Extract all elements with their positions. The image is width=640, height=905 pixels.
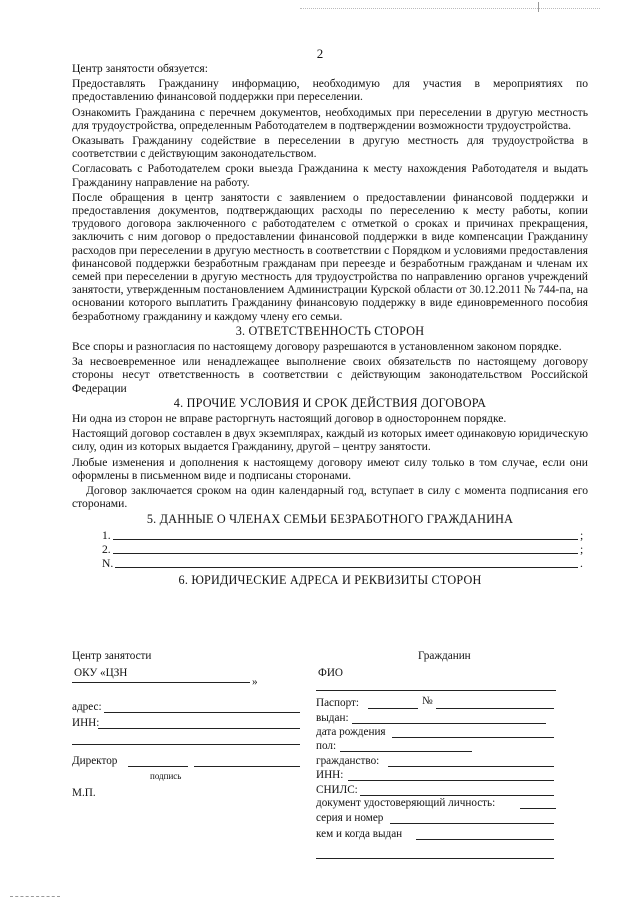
citizen-inn-label: ИНН:	[316, 769, 344, 781]
obligation-item: Предоставлять Гражданину информацию, необходимую для участия в мероприятиях по предоставлению финансовой поддержки при переселении.	[72, 77, 588, 104]
issued-by-when-label: кем и когда выдан	[316, 828, 403, 840]
id-doc-label: документ удостоверяющий личность:	[316, 797, 496, 809]
citizen-fio-field[interactable]	[316, 690, 556, 691]
issued-by-when-field[interactable]	[416, 839, 554, 840]
passport-number-label: №	[422, 695, 433, 707]
obligation-item: После обращения в центр занятости с заявлением о предоставлении финансовой поддержки и предоставления документов, подтверждающих расходы по переселению к месту работы, копии трудового договора заключенного с работодателем с отметкой о сроках и причинах прекращения, заключить с ним договор о предоставлении финансовой поддержки в виде компенсации Гражданину расходов при переселении в другую местность в соответствии с Порядком и условиями предоставления финансовой поддержки безработным гражданам при переезде и безработным гражданам и членам их семей при переселении в другую местность для трудоустройства по направлению органов учреждений занятости, утвержденным постановлением Администрации Курской области от 30.12.2011 № 744-па, на основании которого выплатить Гражданину финансовую поддержку в виде единовременного пособия безработному гражданину и каждому члену его семьи.	[72, 190, 588, 323]
sex-label: пол:	[316, 740, 337, 752]
citizen-inn-field[interactable]	[348, 780, 554, 781]
document-body	[72, 62, 588, 589]
issued-field[interactable]	[352, 723, 546, 724]
section-3-title: 3. ОТВЕТСТВЕННОСТЬ СТОРОН	[235, 323, 425, 338]
family-member-line[interactable]	[102, 528, 588, 542]
family-member-blank[interactable]	[115, 567, 578, 568]
section-3-paragraph: Все споры и разногласия по настоящему договору разрешаются в установленном законом порядке.	[72, 340, 562, 354]
obligation-item: Оказывать Гражданину содействие в переселении в другую местность для трудоустройства в соответствии с действующим законодательством.	[72, 134, 588, 161]
family-member-number: N.	[102, 556, 114, 570]
series-number-field[interactable]	[390, 823, 554, 824]
issued-by-when-extra-field[interactable]	[316, 858, 554, 859]
section-3-paragraph: За несвоевременное или ненадлежащее выполнение своих обязательств по настоящему договору стороны несут ответственность в соответствии с действующим законодательством Российской Федерации	[72, 355, 588, 395]
section-4-paragraph: Договор заключается сроком на один календарный год, вступает в силу с момента подписания его сторонами.	[72, 484, 588, 511]
section-4-paragraph: Настоящий договор составлен в двух экземплярах, каждый из которых имеет одинаковую юридическую силу, один из которых выдается Гражданину, другой – центру занятости.	[72, 427, 588, 454]
passport-series-field[interactable]	[368, 708, 418, 709]
series-number-label: серия и номер	[316, 812, 384, 824]
director-signature-field[interactable]	[128, 766, 188, 767]
section-4-paragraph: Ни одна из сторон не вправе расторгнуть настоящий договор в одностороннем порядке.	[72, 412, 507, 426]
signature-caption: подпись	[150, 771, 182, 781]
scan-artifact-mark	[538, 2, 539, 12]
family-member-number: 1.	[102, 528, 111, 542]
line-end-mark: .	[580, 556, 583, 570]
family-member-blank[interactable]	[113, 539, 578, 540]
birth-date-field[interactable]	[392, 737, 554, 738]
citizenship-label: гражданство:	[316, 755, 380, 767]
section-6-title: 6. ЮРИДИЧЕСКИЕ АДРЕСА И РЕКВИЗИТЫ СТОРОН	[178, 572, 482, 587]
center-org-line[interactable]	[72, 682, 250, 683]
citizen-header: Гражданин	[418, 650, 471, 662]
obligation-item: Ознакомить Гражданина с перечнем документов, необходимых при переселении в другую местность для трудоустройства, определенным Работодателем в подтверждении возможности трудоустройства.	[72, 105, 588, 132]
seal-label: М.П.	[72, 787, 96, 799]
family-member-blank[interactable]	[113, 553, 578, 554]
director-name-field[interactable]	[194, 766, 300, 767]
scan-artifact-bottom	[10, 896, 60, 898]
center-obliged-heading: Центр занятости обязуется:	[72, 62, 208, 75]
family-member-line[interactable]	[102, 556, 588, 570]
passport-label: Паспорт:	[316, 697, 360, 709]
obligation-item: Согласовать с Работодателем сроки выезда Гражданина к месту нахождения Работодателя и выдать Гражданину направление на работу.	[72, 162, 588, 189]
page-number: 2	[316, 46, 324, 61]
center-org-close: »	[252, 676, 258, 688]
line-end-mark: ;	[580, 528, 584, 542]
center-extra-line[interactable]	[72, 744, 300, 745]
sex-field[interactable]	[340, 751, 472, 752]
id-doc-field[interactable]	[520, 808, 556, 809]
snils-label: СНИЛС:	[316, 784, 358, 796]
citizen-fio-label: ФИО	[318, 667, 343, 679]
center-org-name: ОКУ «ЦЗН	[74, 667, 128, 679]
center-address-label: адрес:	[72, 701, 102, 713]
section-4-title: 4. ПРОЧИЕ УСЛОВИЯ И СРОК ДЕЙСТВИЯ ДОГОВОРА	[173, 395, 487, 410]
snils-field[interactable]	[360, 795, 554, 796]
family-member-number: 2.	[102, 542, 111, 556]
director-label: Директор	[72, 755, 118, 767]
center-inn-label: ИНН:	[72, 717, 100, 729]
center-header: Центр занятости	[72, 650, 152, 662]
line-end-mark: ;	[580, 542, 584, 556]
section-4-paragraph: Любые изменения и дополнения к настоящему договору имеют силу только в том случае, если они оформлены в письменном виде и подписаны сторонами.	[72, 455, 588, 482]
passport-number-field[interactable]	[436, 708, 554, 709]
citizenship-field[interactable]	[388, 766, 554, 767]
section-5-title: 5. ДАННЫЕ О ЧЛЕНАХ СЕМЬИ БЕЗРАБОТНОГО ГРАЖДАНИНА	[146, 511, 514, 526]
center-inn-field[interactable]	[98, 728, 300, 729]
center-address-field[interactable]	[104, 712, 300, 713]
issued-label: выдан:	[316, 712, 349, 724]
birth-date-label: дата рождения	[316, 726, 386, 738]
family-member-line[interactable]	[102, 542, 588, 556]
scan-artifact-top	[300, 8, 600, 10]
